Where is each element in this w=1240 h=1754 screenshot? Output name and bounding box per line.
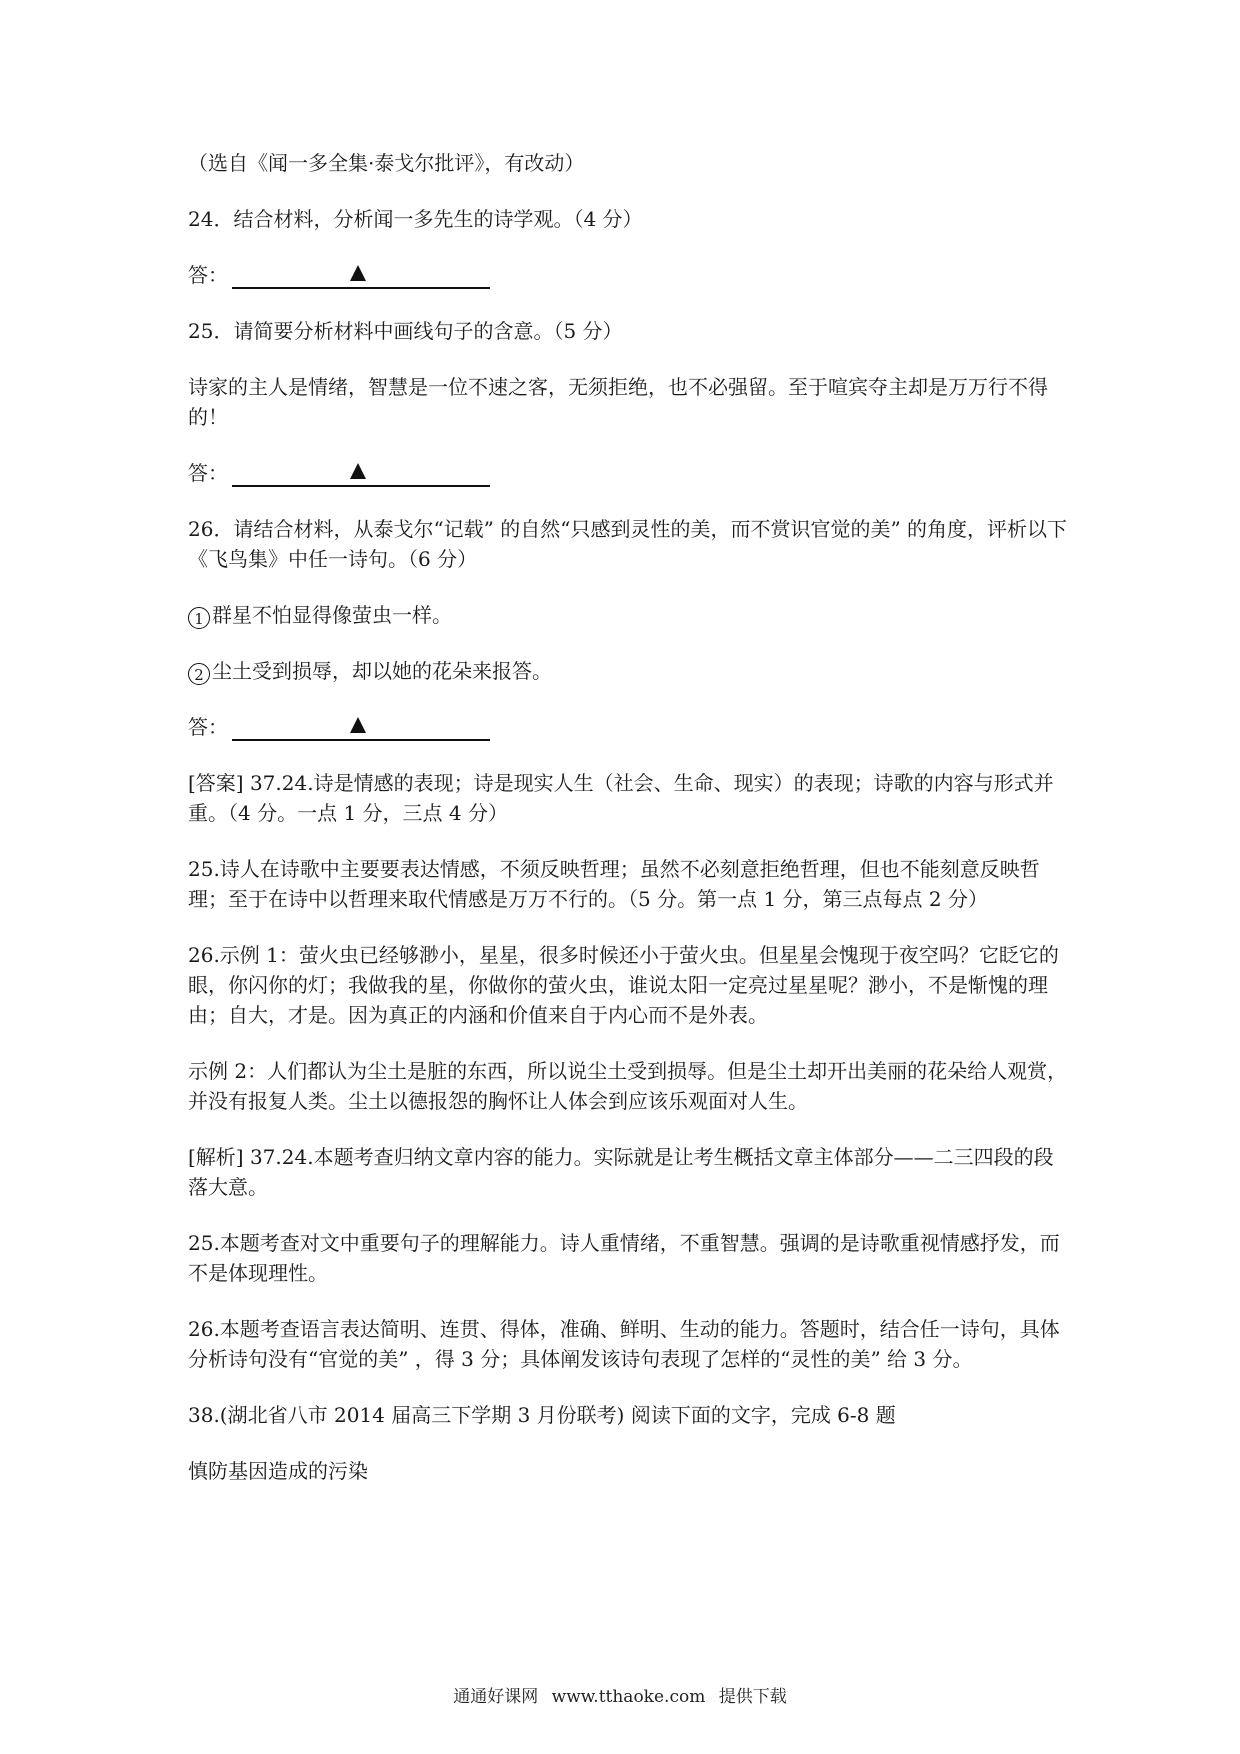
analysis-26: 26.本题考查语言表达简明、连贯、得体，准确、鲜明、生动的能力。答题时，结合任一诗句，具体分析诗句没有“官觉的美” ，得 3 分；具体阐发该诗句表现了怎样的“灵性的美” 给 3 分。 <box>188 1317 1060 1371</box>
footer-url-link[interactable]: www.tthaoke.com <box>551 1687 706 1707</box>
answer-input-line <box>232 459 490 487</box>
answer-blank-26 <box>188 712 1068 742</box>
answer-label: 答： <box>188 263 228 287</box>
answer-label: 答： <box>188 461 228 485</box>
question-25-quote: 诗家的主人是情绪，智慧是一位不速之客，无须拒绝，也不必强留。至于喧宾夺主却是万万行不得的！ <box>188 375 1048 429</box>
answer-blank-25 <box>188 458 1068 488</box>
question-26: 26．请结合材料，从泰戈尔“记载” 的自然“只感到灵性的美，而不赏识官觉的美” 的角度，评析以下《飞鸟集》中任一诗句。（6 分） <box>188 517 1068 571</box>
page-footer <box>0 1682 1240 1707</box>
analysis-25: 25.本题考查对文中重要句子的理解能力。诗人重情绪，不重智慧。强调的是诗歌重视情感抒发，而不是体现理性。 <box>188 1231 1060 1285</box>
triangle-marker-icon <box>350 265 366 281</box>
footer-site-name: 通通好课网 <box>453 1687 539 1707</box>
poem-line: 群星不怕显得像萤虫一样。 <box>212 603 452 627</box>
question-24: 24．结合材料，分析闻一多先生的诗学观。（4 分） <box>188 207 643 231</box>
question-26-item-1 <box>188 600 1068 630</box>
analysis-24: [解析] 37.24.本题考查归纳文章内容的能力。实际就是让考生概括文章主体部分——二三四段的段落大意。 <box>188 1145 1054 1199</box>
question-25: 25．请简要分析材料中画线句子的含意。（5 分） <box>188 319 623 343</box>
answer-26-example-2: 示例 2：人们都认为尘土是脏的东西，所以说尘土受到损辱。但是尘土却开出美丽的花朵给人观赏，并没有报复人类。尘土以德报怨的胸怀让人体会到应该乐观面对人生。 <box>188 1059 1068 1113</box>
footer-note: 提供下载 <box>718 1687 787 1707</box>
poem-line: 尘土受到损辱，却以她的花朵来报答。 <box>212 659 552 683</box>
answer-24: [答案] 37.24.诗是情感的表现；诗是现实人生（社会、生命、现实）的表现；诗歌的内容与形式并重。（4 分。一点 1 分，三点 4 分） <box>188 771 1054 825</box>
answer-blank-24 <box>188 260 1068 290</box>
triangle-marker-icon <box>350 463 366 479</box>
document-body <box>188 148 1068 1512</box>
answer-input-line <box>232 261 490 289</box>
circled-number-icon: 1 <box>188 607 210 629</box>
circled-number-icon: 2 <box>188 663 210 685</box>
triangle-marker-icon <box>350 717 366 733</box>
answer-label: 答： <box>188 715 228 739</box>
question-26-item-2 <box>188 656 1068 686</box>
answer-input-line <box>232 713 490 741</box>
answer-25: 25.诗人在诗歌中主要要表达情感，不须反映哲理；虽然不必刻意拒绝哲理，但也不能刻意反映哲理；至于在诗中以哲理来取代情感是万万不行的。（5 分。第一点 1 分，第三点每点 2 分） <box>188 857 1040 911</box>
answer-26-example-1: 26.示例 1：萤火虫已经够渺小，星星，很多时候还小于萤火虫。但星星会愧现于夜空吗？它眨它的眼，你闪你的灯；我做我的星，你做你的萤火虫，谁说太阳一定亮过星星呢？渺小，不是惭愧的理由；自大，才是。因为真正的内涵和价值来自于内心而不是外表。 <box>188 943 1059 1027</box>
section-38-title: 慎防基因造成的污染 <box>188 1459 368 1483</box>
section-38-heading: 38.(湖北省八市 2014 届高三下学期 3 月份联考) 阅读下面的文字，完成 6-8 题 <box>188 1403 896 1427</box>
source-note: （选自《闻一多全集·泰戈尔批评》，有改动） <box>188 151 585 175</box>
